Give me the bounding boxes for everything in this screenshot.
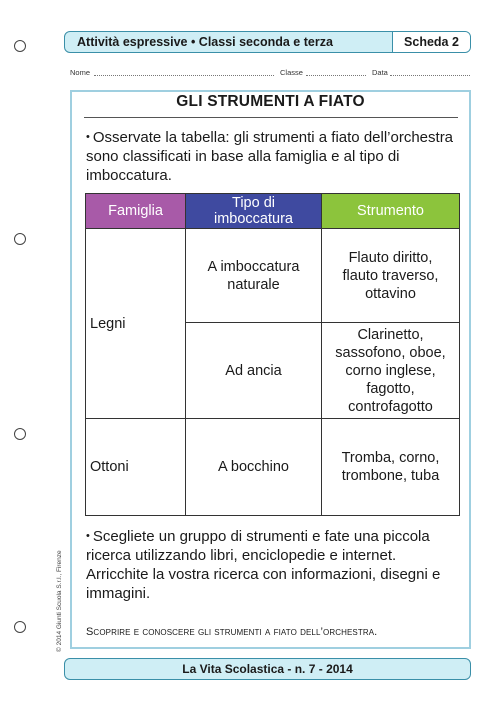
footer-text: La Vita Scolastica - n. 7 - 2014 [182, 662, 353, 676]
student-fields [70, 66, 470, 80]
table-header-row [86, 194, 460, 229]
cell-tipo: Ad ancia [186, 323, 322, 419]
sheet-label: Scheda 2 [392, 32, 470, 52]
table-row [86, 229, 460, 323]
objective-note [86, 626, 377, 638]
cell-strumento: Clarinetto, sassofono, oboe, corno inglese, fagotto, controfagotto [322, 323, 460, 419]
instruments-table [85, 193, 460, 516]
table-row [86, 419, 460, 516]
binder-hole [14, 233, 26, 245]
cell-famiglia: Legni [86, 229, 186, 419]
intro-bullet: • [86, 131, 90, 143]
cell-strumento: Flauto diritto, flauto traverso, ottavino [322, 229, 460, 323]
cell-tipo: A imboccatura naturale [186, 229, 322, 323]
binder-hole [14, 40, 26, 52]
header-tipo-imboccatura: Tipo di imboccatura [186, 194, 322, 229]
class-line [306, 75, 366, 76]
header-famiglia: Famiglia [86, 194, 186, 229]
cell-tipo: A bocchino [186, 419, 322, 516]
name-line [94, 75, 274, 76]
intro-paragraph [86, 128, 460, 185]
name-label: Nome [70, 68, 91, 77]
task-paragraph [86, 527, 460, 603]
date-line [390, 75, 470, 76]
header-bar [64, 31, 471, 53]
class-label: Classe [280, 68, 303, 77]
cell-strumento: Tromba, corno, trombone, tuba [322, 419, 460, 516]
task-text: Scegliete un gruppo di strumenti e fate una piccola ricerca utilizzando libri, enciclopedie e internet. Arricchite la vostra ricerca con informazioni, disegni e immagini. [86, 528, 441, 602]
footer-bar [64, 658, 471, 680]
header-strumento: Strumento [322, 194, 460, 229]
date-label: Data [372, 68, 388, 77]
objective-text: Scoprire e conoscere gli strumenti a fiato dell’orchestra. [86, 626, 378, 638]
title-underline [84, 117, 458, 118]
cell-famiglia: Ottoni [86, 419, 186, 516]
copyright-text: © 2014 Giunti Scuola S.r.l., Firenze [56, 550, 63, 652]
task-bullet: • [86, 530, 90, 542]
worksheet-title: GLI STRUMENTI A FIATO [176, 93, 365, 110]
binder-hole [14, 428, 26, 440]
header-title: Attività espressive • Classi seconda e terza [77, 35, 333, 49]
binder-hole [14, 621, 26, 633]
intro-text: Osservate la tabella: gli strumenti a fiato dell’orchestra sono classificati in base alla famiglia e al tipo di imboccatura. [86, 129, 454, 184]
